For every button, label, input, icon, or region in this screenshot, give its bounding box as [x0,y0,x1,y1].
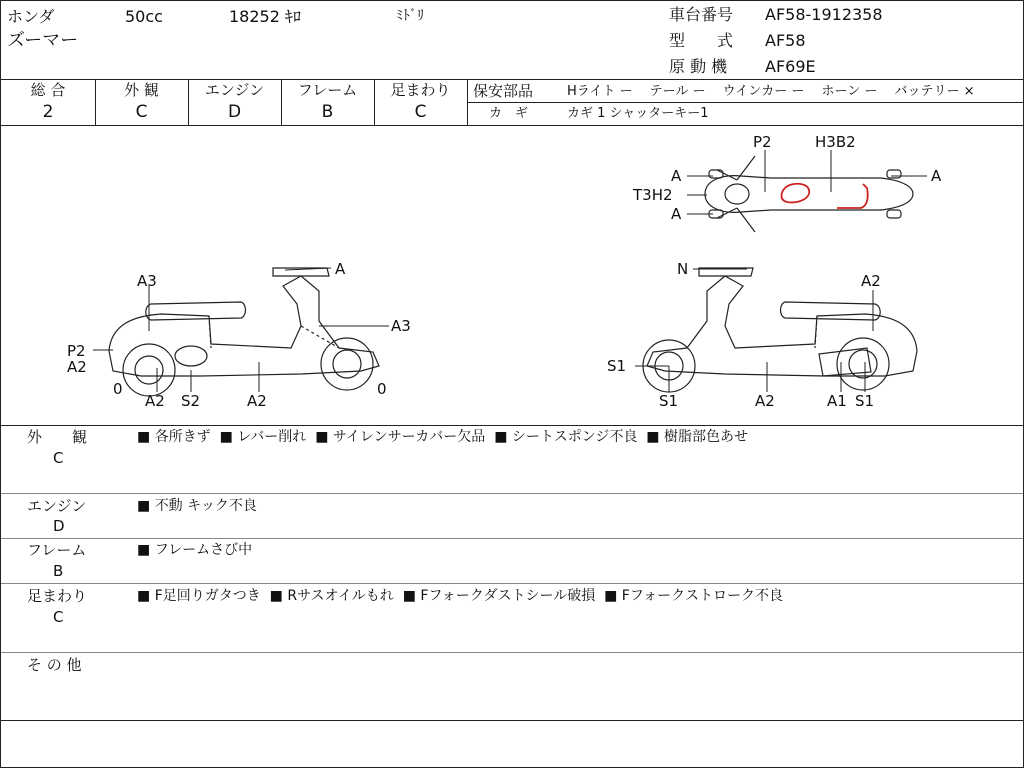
label-left-a2-floor: A2 [247,392,267,410]
grade-label-frame: フレーム [297,81,358,99]
divider [1,79,1023,80]
grade-label-engine: エンジン [204,81,265,99]
frame-number-value: AF58-1912358 [765,5,883,24]
section-title-exterior: 外 観 [27,428,88,446]
divider [1,425,1023,426]
label-top-t3h2: T3H2 [633,186,673,204]
grade-value-overall: 2 [42,102,54,122]
safety-parts-items: Hライト ー テール ー ウインカー ー ホーン ー バッテリー × [567,84,975,99]
divider [1,652,1023,653]
divider [1,720,1023,721]
divider [1,493,1023,494]
model-type-value: AF58 [765,31,806,50]
divider [467,102,1023,103]
label-left-a2-bottom: A2 [145,392,165,410]
label-left-zero-front: 0 [377,380,387,398]
grade-label-overall: 総 合 [30,81,66,99]
color: ﾐﾄﾞﾘ [396,8,424,24]
section-items-suspension: ■ F足回りガタつき ■ Rサスオイルもれ ■ Fフォークダストシール破損 ■ Fフォークストローク不良 [137,588,784,604]
label-right-s1-front: S1 [607,357,627,375]
label-top-a-lower: A [671,205,682,223]
model-type-label: 型 式 [669,31,734,50]
mileage: 18252 ｷﾛ [229,7,301,26]
engine-label: 原 動 機 [669,57,728,76]
key-value: カギ 1 シャッターキー1 [567,106,709,121]
section-title-other: そ の 他 [27,656,82,674]
grade-label-suspension: 足まわり [390,81,451,99]
section-items-frame: ■ フレームさび中 [137,542,253,558]
label-left-zero-rear: 0 [113,380,123,398]
grade-value-engine: D [227,102,242,122]
safety-parts-label: 保安部品 [473,82,534,100]
label-right-a2-floor: A2 [755,392,775,410]
damage-marks [782,184,868,208]
label-left-a2-rear: A2 [67,358,87,376]
frame-number-label: 車台番号 [669,5,734,24]
label-top-p2: P2 [753,133,772,151]
label-right-a1-bottom: A1 [827,392,847,410]
grade-value-exterior: C [135,102,148,122]
label-right-s1-wheel: S1 [659,392,679,410]
model-name: ズーマー [7,30,79,51]
grade-label-exterior: 外 観 [124,81,159,99]
section-title-engine: エンジン [27,497,87,515]
displacement: 50cc [125,7,163,26]
section-items-exterior: ■ 各所きず ■ レバー削れ ■ サイレンサーカバー欠品 ■ シートスポンジ不良 ■ 樹脂部色あせ [137,429,748,445]
grade-value-suspension: C [414,102,427,122]
maker: ホンダ [7,7,55,26]
label-right-n-handle: N [677,260,689,278]
label-left-a3-seat: A3 [137,272,157,290]
label-top-a-upper: A [671,167,682,185]
label-left-p2: P2 [67,342,86,360]
label-right-a2-seat: A2 [861,272,881,290]
grade-value-frame: B [321,102,334,122]
section-title-frame: フレーム [27,541,87,559]
section-title-suspension: 足まわり [27,587,88,605]
label-top-h3b2: H3B2 [815,133,856,151]
label-left-a-handle: A [335,260,346,278]
section-grade-exterior: C [53,449,64,467]
divider [1,583,1023,584]
label-left-a3-body: A3 [391,317,411,335]
section-items-engine: ■ 不動 キック不良 [137,498,257,514]
key-label: カ ギ [489,106,529,121]
section-grade-frame: B [53,562,64,580]
section-grade-suspension: C [53,608,64,626]
label-left-s2-bottom: S2 [181,392,201,410]
divider [1,538,1023,539]
label-right-s1-bottom: S1 [855,392,875,410]
damage-diagram [1,126,1023,426]
engine-value: AF69E [765,57,816,76]
section-grade-engine: D [53,517,65,535]
label-top-a-rear: A [931,167,942,185]
